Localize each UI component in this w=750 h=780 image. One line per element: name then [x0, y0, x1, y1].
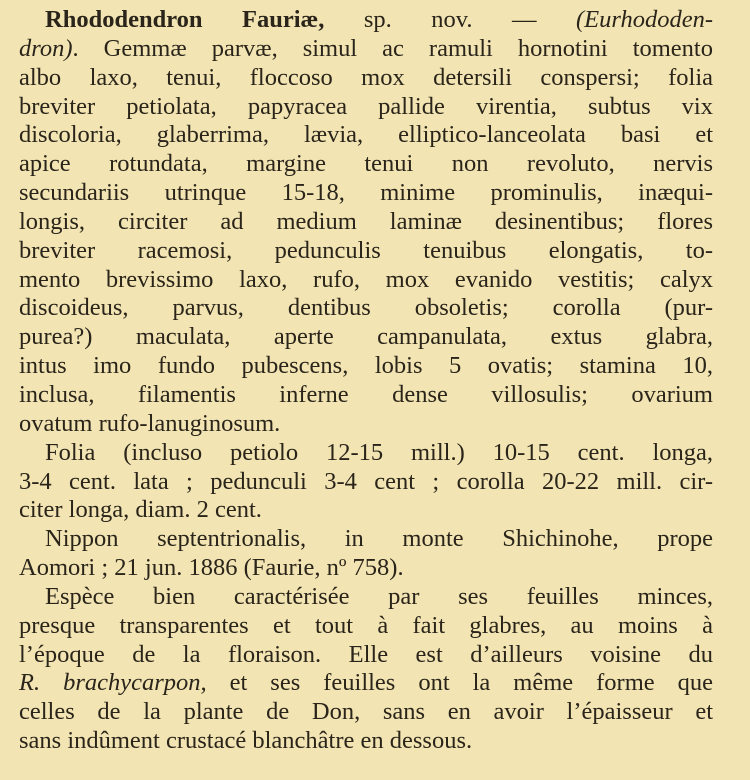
paragraph: [19, 439, 713, 526]
text-line: [19, 121, 713, 150]
text-line: [19, 496, 713, 525]
text-segment: sans indûment crustacé blanchâtre en dessous.: [19, 727, 473, 755]
text-segment: citer longa, diam. 2 cent.: [19, 496, 262, 524]
paragraph: [19, 6, 713, 439]
text-segment: inclusa, filamentis inferne dense villosulis; ovarium: [19, 380, 713, 408]
text-line: [19, 208, 713, 237]
text-line: [19, 612, 713, 641]
text-line: [19, 669, 713, 698]
text-line: [19, 6, 713, 35]
italic-text: (Eurhododen-: [576, 6, 713, 33]
italic-text: R. brachycarpon,: [19, 669, 207, 697]
text-segment: intus imo fundo pubescens, lobis 5 ovatis; stamina 10,: [19, 352, 713, 380]
text-segment: celles de la plante de Don, sans en avoir l’épaisseur et: [19, 698, 713, 726]
text-line: [19, 554, 713, 583]
text-line: [19, 410, 713, 439]
paragraph: [19, 525, 713, 583]
text-line: [19, 727, 713, 756]
italic-text: dron): [19, 34, 73, 62]
text-line: [19, 525, 713, 554]
text-segment: Folia (incluso petiolo 12-15 mill.) 10-15 cent. longa,: [45, 438, 713, 466]
text-line: [19, 266, 713, 295]
text-segment: l’époque de la floraison. Elle est d’ailleurs voisine du: [19, 640, 713, 668]
text-segment: . Gemmæ parvæ, simul ac ramuli hornotini tomento: [72, 34, 713, 62]
text-line: [19, 237, 713, 266]
text-segment: apice rotundata, margine tenui non revoluto, nervis: [19, 150, 713, 178]
text-line: [19, 468, 713, 497]
text-line: [19, 323, 713, 352]
text-line: [19, 641, 713, 670]
text-line: [19, 64, 713, 93]
text-segment: Nippon septentrionalis, in monte Shichinohe, prope: [45, 525, 713, 553]
text-line: [19, 179, 713, 208]
text-segment: breviter racemosi, pedunculis tenuibus elongatis, to-: [19, 236, 713, 264]
text-line: [19, 698, 713, 727]
text-segment: albo laxo, tenui, floccoso mox detersili conspersi; folia: [19, 63, 713, 91]
text-segment: sp. nov. —: [324, 6, 576, 33]
text-line: [19, 294, 713, 323]
document-body: [19, 6, 713, 756]
text-line: [19, 35, 713, 64]
text-line: [19, 93, 713, 122]
text-line: [19, 439, 713, 468]
text-segment: discoideus, parvus, dentibus obsoletis; corolla (pur-: [19, 294, 713, 322]
text-segment: secundariis utrinque 15-18, minime prominulis, inæqui-: [19, 179, 713, 207]
paragraph: [19, 583, 713, 756]
text-segment: longis, circiter ad medium laminæ desinentibus; flores: [19, 207, 713, 235]
text-line: [19, 150, 713, 179]
text-segment: breviter petiolata, papyracea pallide virentia, subtus vix: [19, 92, 713, 120]
text-segment: ovatum rufo-lanuginosum.: [19, 409, 281, 437]
text-segment: Aomori ; 21 jun. 1886 (Faurie, nº 758).: [19, 554, 404, 582]
species-name: Rhododendron Fauriæ,: [45, 6, 325, 33]
text-line: [19, 352, 713, 381]
text-segment: 3-4 cent. lata ; pedunculi 3-4 cent ; corolla 20-22 mill. cir-: [19, 467, 713, 495]
text-line: [19, 381, 713, 410]
text-segment: discoloria, glaberrima, lævia, elliptico-lanceolata basi et: [19, 121, 713, 149]
text-segment: purea?) maculata, aperte campanulata, extus glabra,: [19, 323, 713, 351]
text-segment: mento brevissimo laxo, rufo, mox evanido vestitis; calyx: [19, 265, 713, 293]
text-segment: presque transparentes et tout à fait glabres, au moins à: [19, 611, 713, 639]
text-segment: et ses feuilles ont la même forme que: [206, 669, 713, 697]
text-line: [19, 583, 713, 612]
text-segment: Espèce bien caractérisée par ses feuilles minces,: [45, 582, 713, 610]
